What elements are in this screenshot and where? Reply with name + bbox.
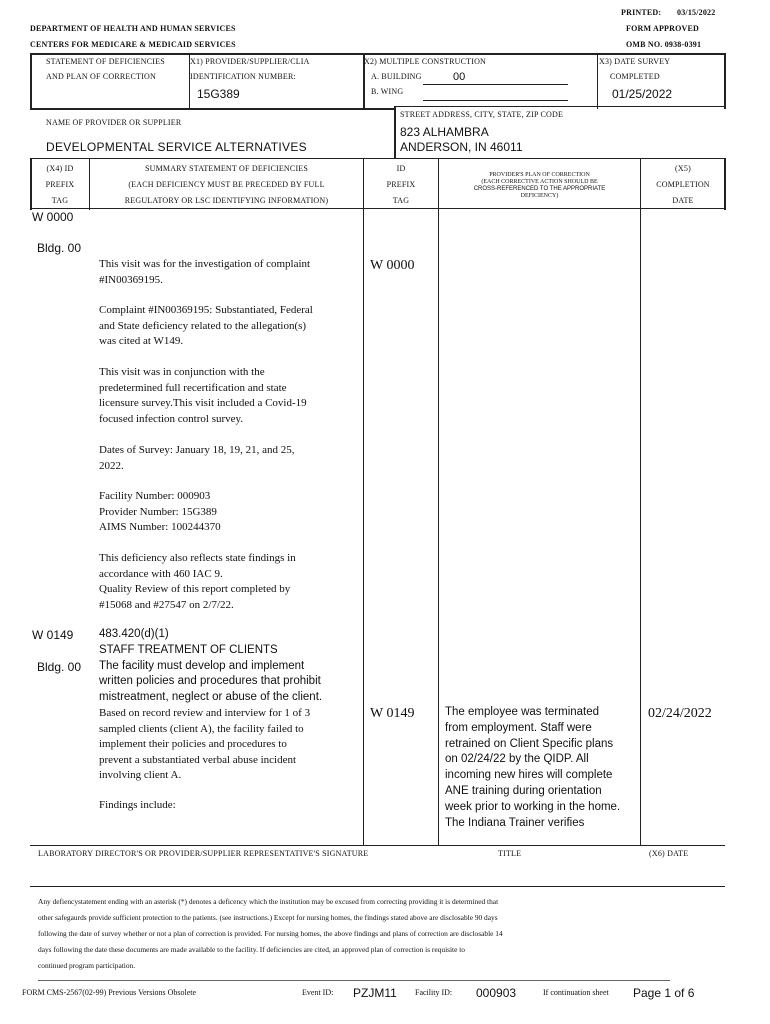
entry1-paragraph-6: This deficiency also reflects state findings in accordance with 460 IAC 9. Quality Review of this report completed by #15068 and #27547 on 2/7/22. <box>99 552 296 611</box>
wing-underline <box>423 100 568 101</box>
entry1-paragraph-5: Facility Number: 000903 Provider Number: 15G389 AIMS Number: 100244370 <box>99 490 221 533</box>
address-line-2: ANDERSON, IN 46011 <box>400 140 523 154</box>
form-approved: FORM APPROVED <box>626 24 700 33</box>
entry2-regulation: 483.420(d)(1) STAFF TREATMENT OF CLIENTS The facility must develop and implement written policies and procedures that prohibit mistreatment, neglect or abuse of the client. <box>99 628 323 704</box>
printed-label: PRINTED: <box>621 8 662 17</box>
x6-date-label: (X6) DATE <box>649 849 689 858</box>
building-underline <box>423 84 568 85</box>
title-label: TITLE <box>498 849 522 858</box>
summary-header-1: SUMMARY STATEMENT OF DEFICIENCIES <box>144 164 309 173</box>
provider-name-label: NAME OF PROVIDER OR SUPPLIER <box>46 118 182 127</box>
id-header-3: TAG <box>392 196 410 205</box>
id-header-2: PREFIX <box>386 180 416 189</box>
entry2-plan-of-correction: The employee was terminated from employment. Staff were retrained on Client Specific plans on 02/24/22 by the QIDP. All incoming new hires will complete ANE training during orientation week prior to working in the home. The Indiana Trainer verifies <box>445 706 621 829</box>
entry1-bldg: Bldg. 00 <box>37 241 82 255</box>
omb-number: OMB NO. 0938-0391 <box>626 40 702 49</box>
disclaimer-divider <box>38 980 670 981</box>
x5-header-3: DATE <box>672 196 694 205</box>
entry2-findings-include: Findings include: <box>99 799 176 811</box>
x4-header-1: (X4) ID <box>46 164 74 173</box>
statement-label-2: AND PLAN OF CORRECTION <box>46 72 156 81</box>
entry2-tag: W 0149 <box>32 628 74 642</box>
plan-header-4: DEFICIENCY) <box>520 193 559 199</box>
plan-header-2: (EACH CORRECTIVE ACTION SHOULD BE <box>481 179 598 185</box>
event-id-value: PZJM11 <box>353 986 397 1000</box>
entry1-tag: W 0000 <box>32 210 74 224</box>
wing-label: B. WING <box>371 87 404 96</box>
plan-header-1: PROVIDER'S PLAN OF CORRECTION <box>489 172 590 178</box>
entry1-paragraph-3: This visit was in conjunction with the predetermined full recertification and state licensure survey.This visit included a Covid-19 focused infection control survey. <box>99 366 307 425</box>
summary-header-2: (EACH DEFICIENCY MUST BE PRECEDED BY FULL <box>128 180 325 189</box>
x4-header-2: PREFIX <box>45 180 75 189</box>
x3-label-2: COMPLETED <box>610 72 660 81</box>
entry2-findings: Based on record review and interview for 1 of 3 sampled clients (client A), the facility failed to implement their policies and procedures to prevent a substantiated verbal abuse incident involving client A. <box>99 707 311 781</box>
entry1-paragraph-1: This visit was for the investigation of complaint #IN00369195. <box>99 258 311 286</box>
date-survey-value: 01/25/2022 <box>612 87 673 101</box>
x5-header-1: (X5) <box>675 164 691 173</box>
address-label: STREET ADDRESS, CITY, STATE, ZIP CODE <box>400 110 564 119</box>
plan-header-3: CROSS-REFERENCED TO THE APPROPRIATE <box>473 186 606 192</box>
entry1-right-tag: W 0000 <box>370 258 415 273</box>
entry2-right-tag: W 0149 <box>370 706 415 721</box>
x4-header-3: TAG <box>51 196 69 205</box>
x1-label-2: IDENTIFICATION NUMBER: <box>190 72 296 81</box>
entry2-completion-date: 02/24/2022 <box>648 706 712 721</box>
signature-divider <box>30 886 725 887</box>
x1-label-1: X1) PROVIDER/SUPPLIER/CLIA <box>190 57 310 66</box>
statement-label-1: STATEMENT OF DEFICIENCIES <box>46 57 165 66</box>
disclaimer-text: Any defiencystatement ending with an asterisk (*) denotes a deficency which the institution may be excused from correcting providing it is determined that other safegaurds provide sufficient protection to the patients. (see instructions.) Except for nursing homes, the findings stated above are disclosable 90 days following the date of survey whether or not a plan of correction is provided. For nursing homes, the above findings and plans of correction are disclosable 14 days following the date these documents are made available to the facility. If deficiencies are cited, an approved plan of correction is requisite to continued program participation. <box>38 897 503 970</box>
department-title: DEPARTMENT OF HEALTH AND HUMAN SERVICES <box>30 24 236 33</box>
entry1-paragraph-2: Complaint #IN00369195: Substantiated, Federal and State deficiency related to the allegation(s) was cited at W149. <box>99 304 313 347</box>
printed-date: 03/15/2022 <box>677 8 716 17</box>
form-number: FORM CMS-2567(02-99) Previous Versions Obsolete <box>22 988 197 997</box>
entry2-bldg: Bldg. 00 <box>37 660 82 674</box>
building-label: A. BUILDING <box>371 72 422 81</box>
summary-header-3: REGULATORY OR LSC IDENTIFYING INFORMATION) <box>124 196 329 205</box>
facility-id-value: 000903 <box>476 986 517 1000</box>
x5-header-2: COMPLETION <box>656 180 710 189</box>
address-line-1: 823 ALHAMBRA <box>400 125 489 139</box>
continuation-label: If continuation sheet <box>543 988 609 997</box>
signature-label: LABORATORY DIRECTOR'S OR PROVIDER/SUPPLIER REPRESENTATIVE'S SIGNATURE <box>38 849 369 858</box>
provider-name-value: DEVELOPMENTAL SERVICE ALTERNATIVES <box>46 140 307 154</box>
x3-label-1: X3) DATE SURVEY <box>599 57 671 66</box>
page-number: Page 1 of 6 <box>633 986 695 1000</box>
facility-id-label: Facility ID: <box>415 988 453 997</box>
provider-id-value: 15G389 <box>197 87 240 101</box>
event-id-label: Event ID: <box>302 988 334 997</box>
x2-label: X2) MULTIPLE CONSTRUCTION <box>364 57 487 66</box>
id-header-1: ID <box>396 164 406 173</box>
entry1-paragraph-4: Dates of Survey: January 18, 19, 21, and 25, 2022. <box>99 444 295 472</box>
building-value: 00 <box>453 71 466 83</box>
centers-title: CENTERS FOR MEDICARE & MEDICAID SERVICES <box>30 40 236 49</box>
